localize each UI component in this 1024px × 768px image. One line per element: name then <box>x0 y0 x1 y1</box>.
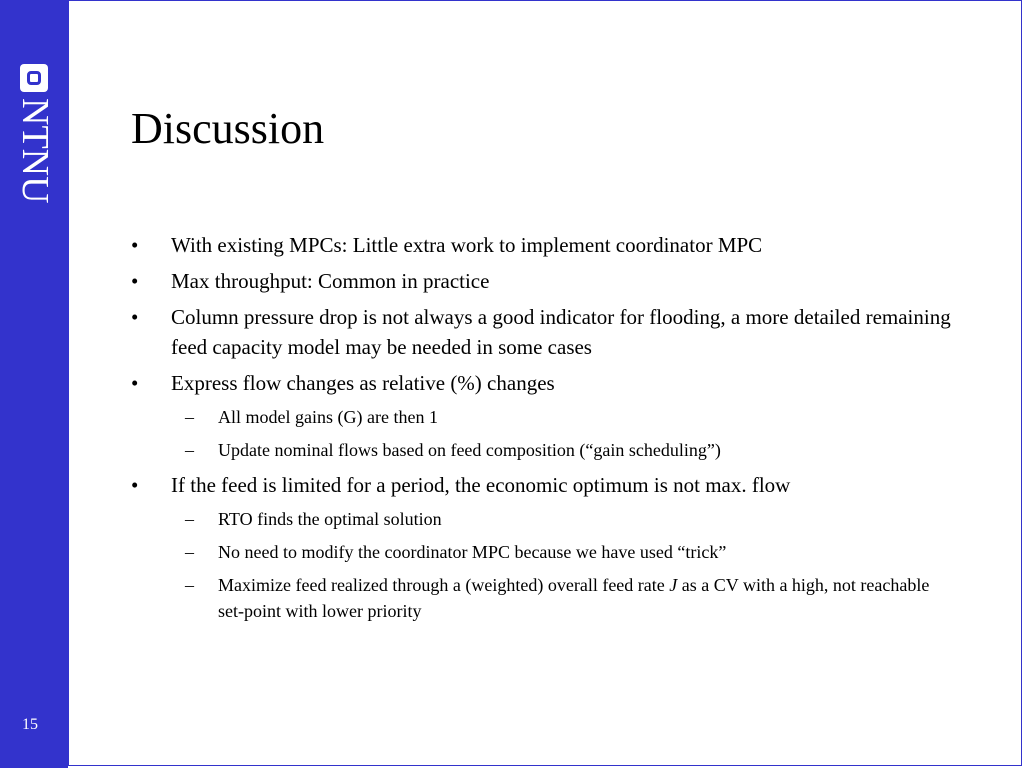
ntnu-logo-text: NTNU <box>14 98 56 204</box>
sub-bullet-marker: – <box>185 575 194 595</box>
bullet-marker: • <box>131 305 139 329</box>
bullet-text: If the feed is limited for a period, the economic optimum is not max. flow <box>171 473 791 497</box>
page-number: 15 <box>22 716 38 733</box>
bullet-marker: • <box>131 371 139 395</box>
bullet-item <box>131 368 951 398</box>
slide-title: Discussion <box>131 104 325 153</box>
bullet-item <box>131 230 951 260</box>
sub-bullet-marker: – <box>185 509 194 529</box>
bullet-text: With existing MPCs: Little extra work to implement coordinator MPC <box>171 233 763 257</box>
bullet-marker: • <box>131 269 139 293</box>
sub-bullet-item <box>131 506 951 532</box>
bullet-item <box>131 302 951 362</box>
sub-bullet-marker: – <box>185 542 194 562</box>
sub-bullet-item <box>131 404 951 430</box>
sidebar <box>0 0 68 768</box>
bullet-text: Max throughput: Common in practice <box>171 269 490 293</box>
bullet-text: Column pressure drop is not always a good indicator for flooding, a more detailed remaining feed capacity model may be needed in some cases <box>171 305 951 359</box>
ntnu-logo-icon <box>20 64 48 92</box>
bullet-marker: • <box>131 233 139 257</box>
bullet-marker: • <box>131 473 139 497</box>
sub-bullet-marker: – <box>185 407 194 427</box>
variable-j: J <box>669 575 678 595</box>
sub-bullet-marker: – <box>185 440 194 460</box>
sub-bullet-text: Update nominal flows based on feed composition (“gain scheduling”) <box>218 440 721 460</box>
sub-bullet-item <box>131 539 951 565</box>
bullet-item <box>131 266 951 296</box>
slide-content <box>131 230 951 631</box>
sub-bullet-text: No need to modify the coordinator MPC because we have used “trick” <box>218 542 727 562</box>
bullet-text: Express flow changes as relative (%) changes <box>171 371 555 395</box>
sub-bullet-text: All model gains (G) are then 1 <box>218 407 438 427</box>
sub-bullet-text-post: as a CV with a high, not reachable set-point with lower priority <box>218 575 930 621</box>
sub-bullet-item <box>131 572 951 624</box>
bullet-item <box>131 470 951 500</box>
sub-bullet-text-pre: Maximize feed realized through a (weighted) overall feed rate <box>218 575 670 595</box>
sub-bullet-text: RTO finds the optimal solution <box>218 509 442 529</box>
sub-bullet-item <box>131 437 951 463</box>
